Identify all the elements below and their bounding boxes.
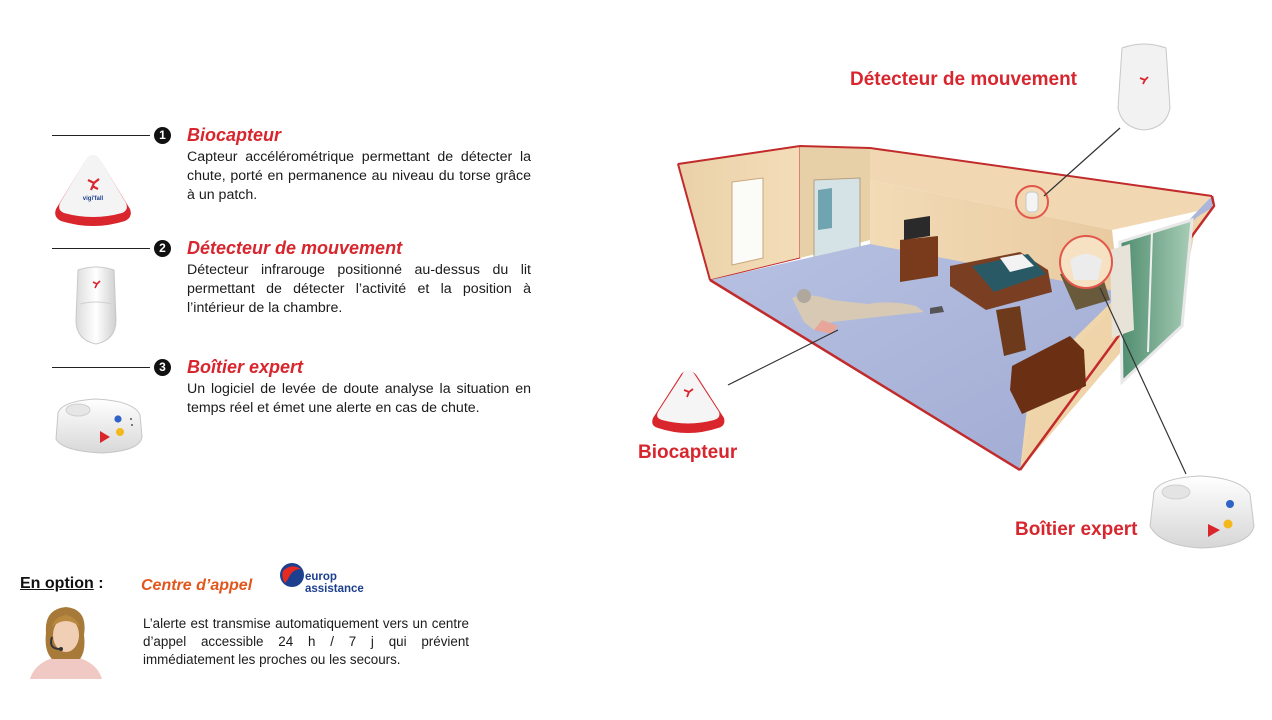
option-label	[20, 575, 104, 593]
expert-box-icon	[52, 395, 144, 455]
feature-description: Capteur accélérométrique permettant de détecter la chute, porté en permanence au niveau du torse grâce à un patch.	[187, 149, 531, 203]
europ-assistance-logo-icon	[279, 561, 305, 589]
step-number: 3	[154, 359, 171, 376]
step-number: 2	[154, 240, 171, 257]
feature-title: Détecteur de mouvement	[187, 238, 403, 258]
feature-title: Biocapteur	[187, 125, 282, 145]
motion-detector-icon	[72, 266, 120, 346]
connector-line	[52, 135, 150, 136]
label-motion-detector: Détecteur de mouvement	[850, 69, 1078, 90]
step-number: 1	[154, 127, 171, 144]
feature-title: Boîtier expert	[187, 357, 304, 377]
connector-line	[52, 248, 150, 249]
feature-description: Un logiciel de levée de doute analyse la situation en temps réel et émet une alerte en cas de chute.	[187, 381, 531, 416]
svg-text:vigi'fall: vigi'fall	[82, 196, 104, 202]
option-label-text: En option	[20, 575, 94, 592]
europ-assistance-logo-text	[305, 571, 364, 595]
logo-line-1: europ	[305, 571, 337, 583]
label-biosensor: Biocapteur	[638, 442, 738, 463]
call-center-description: L’alerte est transmise automatiquement vers un centre d’appel accessible 24 h / 7 j qui prévient immédiatement les proches ou les secours.	[143, 616, 469, 667]
biosensor-device-icon	[52, 153, 134, 229]
room-illustration	[600, 30, 1272, 560]
label-expert-box: Boîtier expert	[1015, 519, 1138, 540]
connector-line	[52, 367, 150, 368]
operator-photo	[26, 603, 106, 679]
call-center-title: Centre d’appel	[141, 577, 253, 594]
logo-line-2: assistance	[305, 583, 364, 595]
feature-description: Détecteur infrarouge positionné au-dessus du lit permettant de détecter l’activité et la position à l’intérieur de la chambre.	[187, 262, 531, 316]
option-label-suffix: :	[93, 575, 104, 592]
